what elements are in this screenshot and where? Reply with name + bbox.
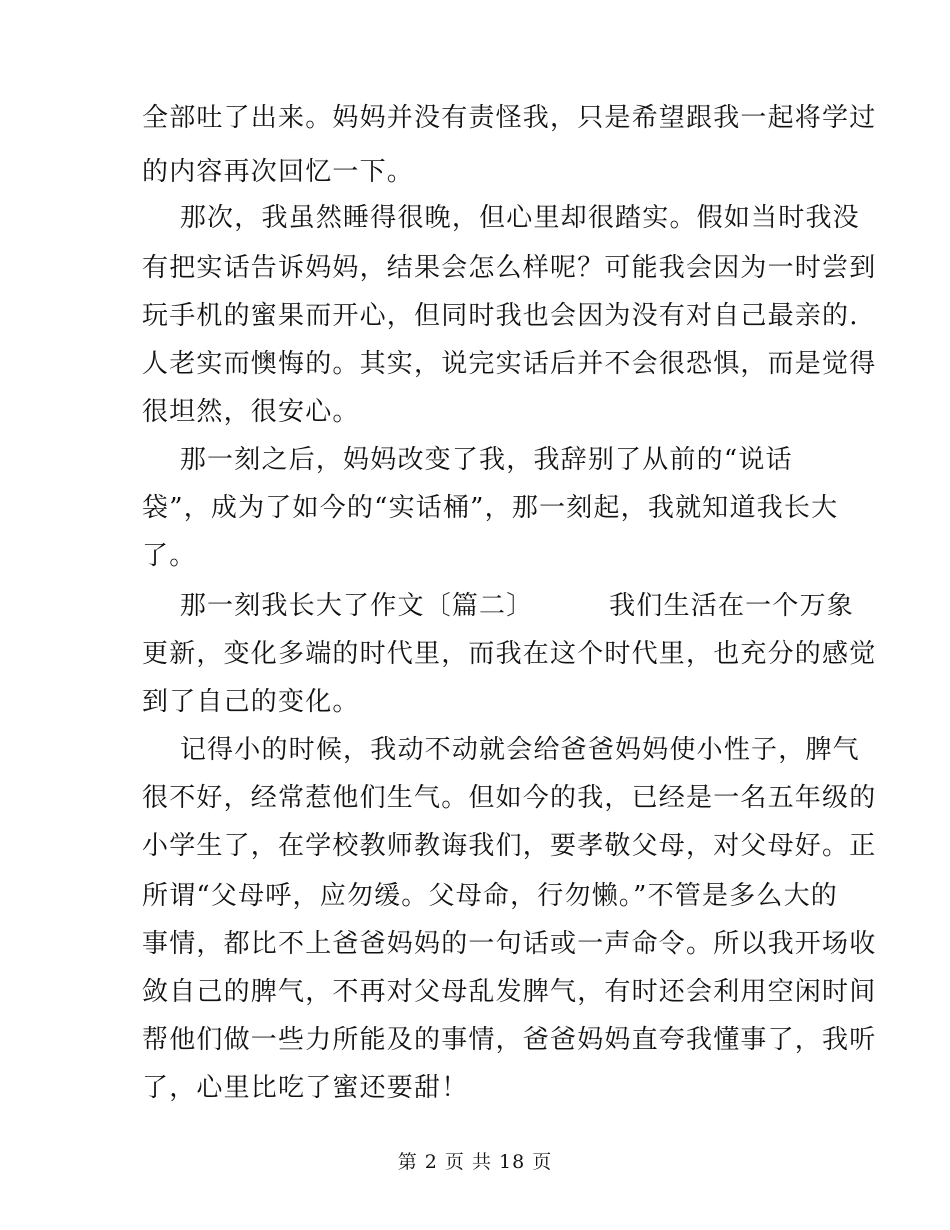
- text-line: 到了自己的变化。: [142, 687, 360, 717]
- text-line: 事情，都比不上爸爸妈妈的一句话或一声命令。所以我开场收: [142, 929, 877, 959]
- page-number-footer: 第 2 页 共 18 页: [397, 1151, 553, 1173]
- text-line: 更新，变化多端的时代里，而我在这个时代里，也充分的感觉: [142, 639, 877, 669]
- text-line: 敛自己的脾气，不再对父母乱发脾气，有时还会利用空闲时间: [142, 977, 877, 1007]
- text-line: 记得小的时候，我动不动就会给爸爸妈妈使小性子，脾气: [142, 735, 860, 765]
- text-line: 小学生了，在学校教师教诲我们，要孝敬父母，对父母好。正: [142, 831, 877, 861]
- text-line: 全部吐了出来。妈妈并没有责怪我，只是希望跟我一起将学过: [142, 103, 877, 133]
- text-line: 所谓“父母呼，应勿缓。父母命，行勿懒。”不管是多么大的: [142, 881, 838, 911]
- text-line: 玩手机的蜜果而开心，但同时我也会因为没有对自己最亲的.: [142, 301, 859, 331]
- text-line: 帮他们做一些力所能及的事情，爸爸妈妈直夸我懂事了，我听: [142, 1025, 877, 1055]
- text-line: 袋”，成为了如今的“实话桶”，那一刻起，我就知道我长大: [142, 493, 839, 523]
- text-line: 那一刻我长大了作文〔篇二〕 我们生活在一个万象: [142, 591, 854, 621]
- text-line: 很坦然，很安心。: [142, 397, 360, 427]
- text-line: 了。: [142, 541, 197, 571]
- text-line: 有把实话告诉妈妈，结果会怎么样呢？可能我会因为一时尝到: [142, 253, 877, 283]
- text-line: 人老实而懊悔的。其实，说完实话后并不会很恐惧，而是觉得: [142, 349, 877, 379]
- text-line: 那一刻之后，妈妈改变了我，我辞别了从前的“说话: [142, 445, 793, 475]
- text-line: 的内容再次回忆一下。: [142, 157, 415, 187]
- text-line: 那次，我虽然睡得很晚，但心里却很踏实。假如当时我没: [142, 203, 860, 233]
- text-line: 了，心里比吃了蜜还要甜！: [142, 1073, 469, 1103]
- text-line: 很不好，经常惹他们生气。但如今的我，已经是一名五年级的: [142, 783, 877, 813]
